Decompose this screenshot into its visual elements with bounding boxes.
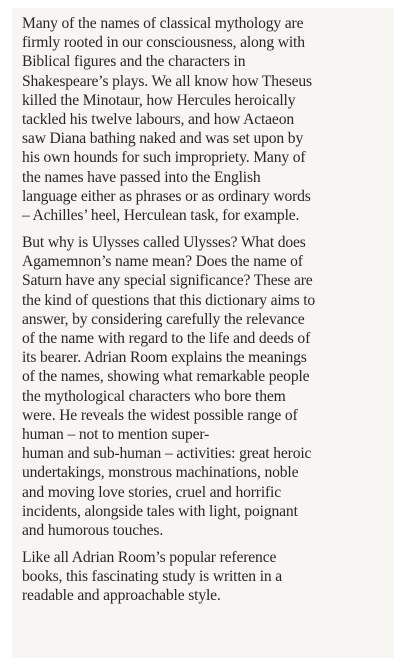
text-line: of the names, showing what remarkable people xyxy=(22,368,310,386)
page xyxy=(12,8,394,658)
text-line: the names have passed into the English xyxy=(22,168,261,186)
text-line: readable and approachable style. xyxy=(22,587,221,605)
text-line: and moving love stories, cruel and horrific xyxy=(22,483,282,501)
paragraph-3 xyxy=(22,548,392,606)
text-line: Biblical figures and the characters in xyxy=(22,53,246,71)
paragraph-1 xyxy=(22,14,392,225)
text-line: tackled his twelve labours, and how Actaeon xyxy=(22,110,294,128)
text-line: the kind of questions that this dictionary aims to xyxy=(22,291,316,309)
text-line: language either as phrases or as ordinary words xyxy=(22,187,311,205)
text-line: answer, by considering carefully the relevance xyxy=(22,310,305,328)
text-line: firmly rooted in our consciousness, along with xyxy=(22,34,305,52)
text-line: its bearer. Adrian Room explains the meanings xyxy=(22,349,307,367)
text-line: – Achilles’ heel, Herculean task, for example. xyxy=(22,206,300,224)
text-line: and humorous touches. xyxy=(22,521,164,539)
text-line: Agamemnon’s name mean? Does the name of xyxy=(22,253,303,271)
text-line: killed the Minotaur, how Hercules heroically xyxy=(22,91,296,109)
text-line: saw Diana bathing naked and was set upon by xyxy=(22,130,304,148)
text-line: incidents, alongside tales with light, poignant xyxy=(22,502,298,520)
text-line: his own hounds for such impropriety. Many of xyxy=(22,149,306,167)
text-line: Saturn have any special significance? These are xyxy=(22,272,313,290)
text-line: of the name with regard to the life and deeds of xyxy=(22,330,311,347)
text-line: Shakespeare’s plays. We all know how Theseus xyxy=(22,72,312,90)
blurb-text xyxy=(22,14,392,606)
text-line: human – not to mention super- xyxy=(22,425,210,443)
text-line: books, this fascinating study is written in a xyxy=(22,568,283,586)
text-line: But why is Ulysses called Ulysses? What does xyxy=(22,234,306,252)
text-line: were. He reveals the widest possible range of xyxy=(22,406,298,424)
text-line: the mythological characters who bore them xyxy=(22,387,286,405)
text-line: Like all Adrian Room’s popular reference xyxy=(22,549,277,567)
text-line: undertakings, monstrous machinations, noble xyxy=(22,464,299,482)
paragraph-2 xyxy=(22,233,392,540)
text-line: Many of the names of classical mythology are xyxy=(22,15,304,32)
text-line: human and sub-human – activities: great heroic xyxy=(22,445,312,463)
